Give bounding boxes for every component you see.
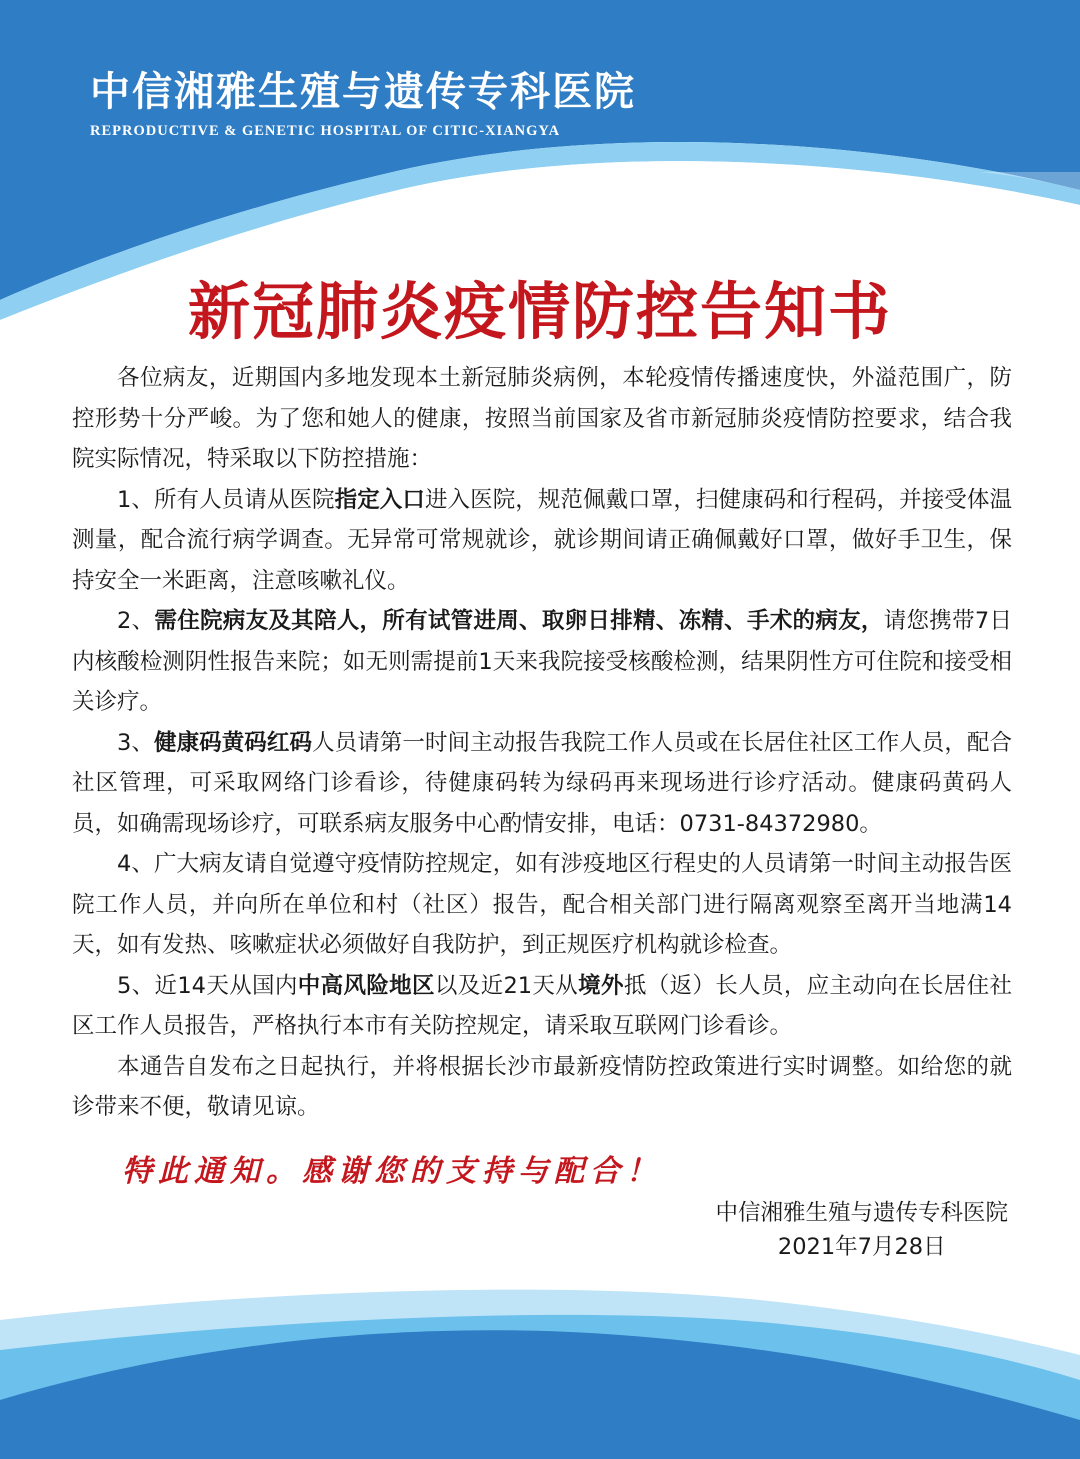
measure-item-2: 2、需住院病友及其陪人，所有试管进周、取卵日排精、冻精、手术的病友，请您携带7日内核酸检测阴性报告来院；如无则需提前1天来我院接受核酸检测，结果阴性方可住院和接受相关诊疗。: [72, 608, 1012, 715]
emphasis-text: 需住院病友及其陪人，所有试管进周、取卵日排精、冻精、手术的病友，: [154, 608, 884, 634]
emphasis-text: 中高风险地区: [297, 972, 435, 999]
emphasis-text: 健康码黄码红码: [153, 729, 313, 756]
closing-remark: 特此通知。感谢您的支持与配合！: [122, 1154, 662, 1189]
notice-title: 新冠肺炎疫情防控告知书: [187, 275, 892, 348]
hospital-header: [90, 60, 636, 140]
effective-notice-paragraph: 本通告自发布之日起执行，并将根据长沙市最新疫情防控政策进行实时调整。如给您的就诊带来不便，敬请见谅。: [72, 1053, 1012, 1120]
measure-item-5: 5、近14天从国内中高风险地区以及近21天从境外抵（返）长人员，应主动向在长居住社区工作人员报告，严格执行本市有关防控规定，请采取互联网门诊看诊。: [72, 972, 1012, 1039]
emphasis-text: 境外: [578, 972, 624, 999]
signature-org: 中信湘雅生殖与遗传专科医院: [715, 1200, 1008, 1226]
intro-paragraph: 各位病友，近期国内多地发现本土新冠肺炎病例，本轮疫情传播速度快，外溢范围广，防控形势十分严峻。为了您和她人的健康，按照当前国家及省市新冠肺炎疫情防控要求，结合我院实际情况，特采取以下防控措施：: [72, 365, 1012, 472]
measure-item-4: 4、广大病友请自觉遵守疫情防控规定，如有涉疫地区行程史的人员请第一时间主动报告医院工作人员，并向所在单位和村（社区）报告，配合相关部门进行隔离观察至离开当地满14天，如有发热、咳嗽症状必须做好自我防护，到正规医疗机构就诊检查。: [72, 851, 1012, 958]
hospital-name-cn: 中信湘雅生殖与遗传专科医院: [90, 68, 636, 115]
emphasis-text: 指定入口: [334, 486, 425, 513]
signature-block: [715, 1196, 1008, 1264]
hospital-name-en: REPRODUCTIVE & GENETIC HOSPITAL OF CITIC-XIANGYA: [90, 123, 561, 139]
notice-body: [72, 358, 1012, 1128]
measure-item-1: 1、所有人员请从医院指定入口进入医院，规范佩戴口罩，扫健康码和行程码，并接受体温测量，配合流行病学调查。无异常可常规就诊，就诊期间请正确佩戴好口罩，做好手卫生，保持安全一米距离，注意咳嗽礼仪。: [72, 486, 1012, 594]
signature-date: 2021年7月28日: [777, 1234, 946, 1260]
measure-item-3: 3、健康码黄码红码人员请第一时间主动报告我院工作人员或在长居住社区工作人员，配合社区管理，可采取网络门诊看诊，待健康码转为绿码再来现场进行诊疗活动。健康码黄码人员，如确需现场诊疗，可联系病友服务中心酌情安排，电话：0731-84372980。: [72, 729, 1012, 837]
